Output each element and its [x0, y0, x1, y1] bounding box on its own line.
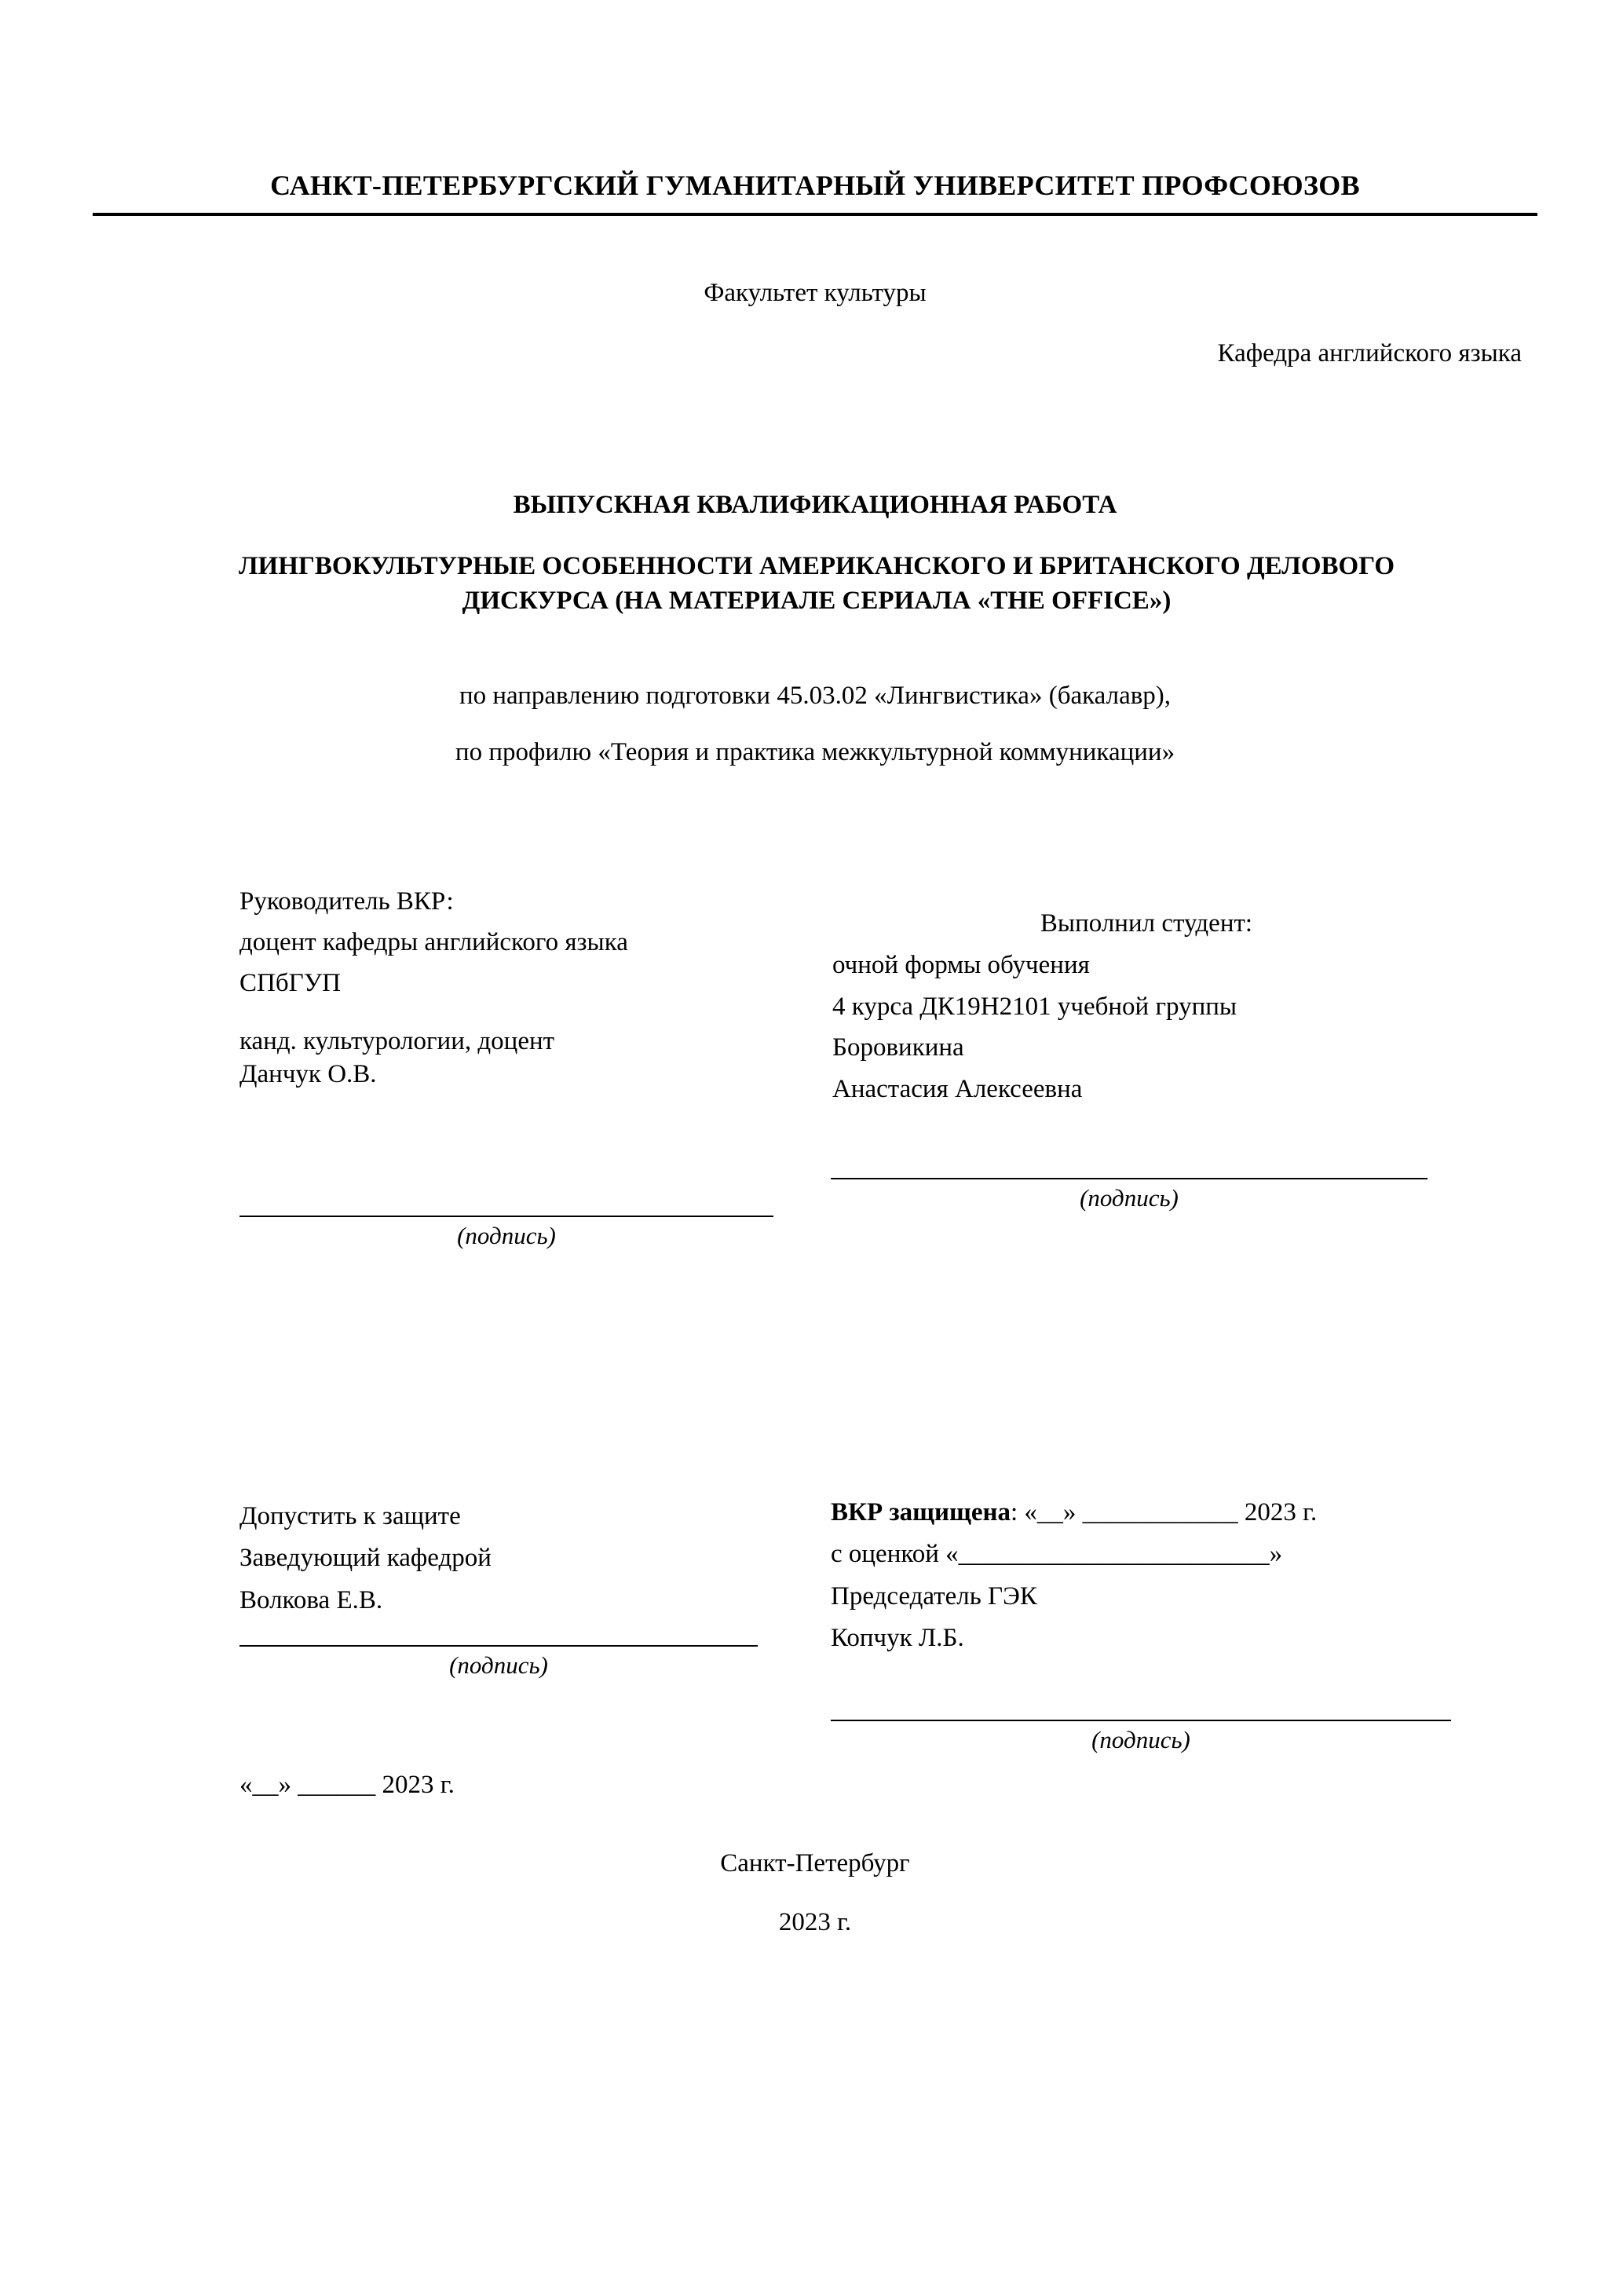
student-study-form: очной формы обучения: [832, 950, 1090, 979]
admission-block: [239, 1496, 781, 1621]
admission-head-name: Волкова Е.В.: [239, 1585, 383, 1614]
defense-grade: с оценкой «________________________»: [831, 1540, 1283, 1569]
defense-signature-line: [831, 1720, 1451, 1721]
admission-signature-caption: (подпись): [449, 1651, 548, 1679]
supervisor-signature-caption: (подпись): [457, 1222, 556, 1249]
supervisor-role-label: Руководитель ВКР:: [239, 887, 454, 916]
supervisor-position-line1: доцент кафедры английского языка: [239, 928, 628, 957]
admission-date: «__» ______ 2023 г.: [239, 1771, 455, 1799]
student-label: Выполнил студент:: [1040, 909, 1253, 938]
defense-date-row: [831, 1492, 1482, 1534]
work-type-heading: ВЫПУСКНАЯ КВАЛИФИКАЦИОННАЯ РАБОТА: [513, 491, 1117, 519]
year: 2023 г.: [778, 1908, 852, 1936]
defense-label: ВКР защищена: [831, 1498, 1011, 1526]
defense-chair-label: Председатель ГЭК: [831, 1581, 1037, 1610]
study-profile: по профилю «Теория и практика межкультурной коммуникации»: [455, 738, 1175, 766]
faculty-name: Факультет культуры: [704, 279, 927, 307]
university-title: САНКТ-ПЕТЕРБУРГСКИЙ ГУМАНИТАРНЫЙ УНИВЕРСИТЕТ ПРОФСОЮЗОВ: [93, 169, 1537, 216]
defense-chair-name: Копчук Л.Б.: [831, 1624, 964, 1653]
admission-line1: Допустить к защите: [239, 1502, 461, 1530]
supervisor-degree: канд. культурологии, доцент: [239, 1027, 555, 1056]
student-signature-caption: (подпись): [1080, 1184, 1179, 1212]
student-block: [832, 903, 1460, 1110]
city: Санкт-Петербург: [720, 1849, 910, 1877]
student-name: Анастасия Алексеевна: [832, 1075, 1083, 1104]
student-surname: Боровикина: [832, 1033, 964, 1062]
student-signature-line: [831, 1178, 1427, 1179]
supervisor-position-line2: СПбГУП: [239, 969, 341, 998]
defense-block: [831, 1492, 1482, 1660]
department-name: Кафедра английского языка: [1217, 339, 1522, 367]
study-direction: по направлению подготовки 45.03.02 «Лингвистика» (бакалавр),: [459, 682, 1172, 710]
admission-signature-field: [239, 1645, 758, 1680]
defense-signature-field: [831, 1720, 1451, 1754]
supervisor-signature-line: [239, 1216, 773, 1217]
admission-head-label: Заведующий кафедрой: [239, 1544, 492, 1573]
supervisor-block: [239, 881, 821, 1091]
defense-date: : «__» ____________ 2023 г.: [1011, 1498, 1318, 1526]
student-signature-field: [831, 1178, 1427, 1212]
defense-signature-caption: (подпись): [1091, 1726, 1190, 1753]
thesis-title: ЛИНГВОКУЛЬТУРНЫЕ ОСОБЕННОСТИ АМЕРИКАНСКОГО И БРИТАНСКОГО ДЕЛОВОГО ДИСКУРСА (НА МАТЕРИАЛЕ СЕРИАЛА «THE OFFICE»): [238, 552, 1395, 615]
supervisor-signature-field: [239, 1216, 773, 1250]
admission-signature-line: [239, 1645, 758, 1647]
supervisor-name: Данчук О.В.: [239, 1059, 377, 1088]
student-group: 4 курса ДК19Н2101 учебной группы: [832, 992, 1237, 1021]
